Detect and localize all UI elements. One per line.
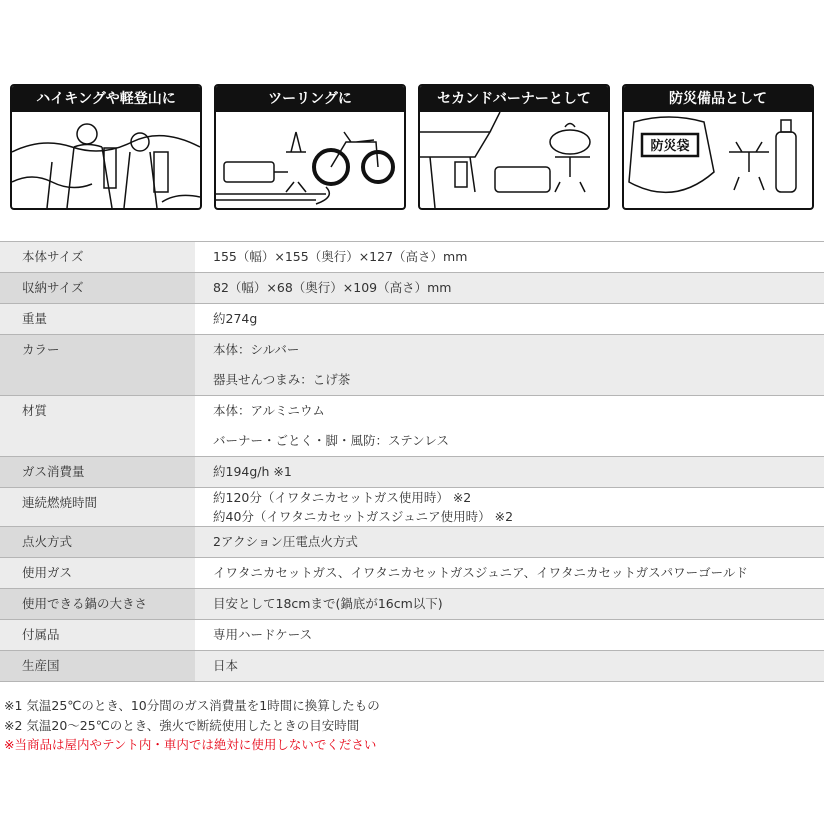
table-row — [0, 242, 824, 273]
spec-value: 82（幅）×68（奥行）×109（高さ）mm — [213, 280, 452, 295]
spec-value: 約120分（イワタニカセットガス使用時） ※2 — [213, 490, 472, 505]
second-burner-illustration — [420, 112, 608, 208]
table-row — [0, 558, 824, 589]
warning-note: ※当商品は屋内やテント内・車内では絶対に使用しないでください — [4, 737, 377, 752]
spec-value: バーナー・ごとく・脚・風防：ステンレス — [213, 433, 449, 448]
footnote-2: ※2 気温20～25℃のとき、強火で断続使用したときの目安時間 — [4, 717, 360, 733]
spec-value: 日本 — [213, 658, 239, 673]
spec-label: 使用できる鍋の大きさ — [22, 596, 148, 611]
spec-label: 材質 — [22, 403, 48, 418]
spec-label: 生産国 — [22, 658, 60, 673]
bag-label: 防災袋 — [650, 139, 690, 154]
spec-label: 重量 — [22, 311, 48, 326]
spec-label: カラー — [22, 342, 60, 357]
usage-illustrations — [10, 84, 818, 208]
panel-disaster — [622, 84, 814, 210]
footnote-1: ※1 気温25℃のとき、10分間のガス消費量を1時間に換算したもの — [4, 698, 380, 713]
panel-title: ツーリングに — [216, 86, 404, 112]
spec-value: 2アクション圧電点火方式 — [213, 534, 358, 549]
spec-label: 収納サイズ — [22, 280, 84, 295]
table-row — [0, 589, 824, 620]
table-row — [0, 304, 824, 335]
panel-second-burner — [418, 84, 610, 210]
spec-value: 専用ハードケース — [213, 627, 313, 642]
touring-illustration — [216, 112, 404, 208]
table-row — [0, 620, 824, 651]
panel-title: 防災備品として — [624, 86, 812, 112]
disaster-illustration — [624, 112, 812, 208]
spec-label: 連続燃焼時間 — [22, 495, 98, 510]
spec-label: 使用ガス — [22, 565, 73, 580]
spec-value: 本体：アルミニウム — [213, 403, 325, 418]
hiking-illustration — [12, 112, 200, 208]
spec-value: 目安として18cmまで(鍋底が16cm以下) — [213, 596, 443, 611]
spec-value: イワタニカセットガス、イワタニカセットガスジュニア、イワタニカセットガスパワーゴールド — [213, 565, 748, 580]
table-row — [0, 273, 824, 304]
spec-label: 本体サイズ — [22, 249, 84, 264]
table-row — [0, 335, 824, 396]
spec-value: 約40分（イワタニカセットガスジュニア使用時） ※2 — [213, 509, 514, 524]
table-row — [0, 488, 824, 527]
panel-title: ハイキングや軽登山に — [12, 86, 200, 112]
spec-value: 本体：シルバー — [213, 342, 300, 357]
footnotes — [4, 696, 380, 755]
panel-title: セカンドバーナーとして — [420, 86, 608, 112]
table-row — [0, 457, 824, 488]
panel-hiking — [10, 84, 202, 210]
spec-value: 器具せんつまみ：こげ茶 — [213, 372, 351, 387]
spec-label: ガス消費量 — [22, 464, 85, 479]
table-row — [0, 651, 824, 682]
spec-value: 155（幅）×155（奥行）×127（高さ）mm — [213, 249, 468, 264]
table-row — [0, 527, 824, 558]
spec-label: 点火方式 — [22, 534, 73, 549]
spec-label: 付属品 — [22, 627, 60, 642]
spec-value: 約274g — [213, 311, 258, 326]
spec-value: 約194g/h ※1 — [213, 464, 292, 479]
table-row — [0, 396, 824, 457]
panel-touring — [214, 84, 406, 210]
spec-table — [0, 241, 824, 682]
